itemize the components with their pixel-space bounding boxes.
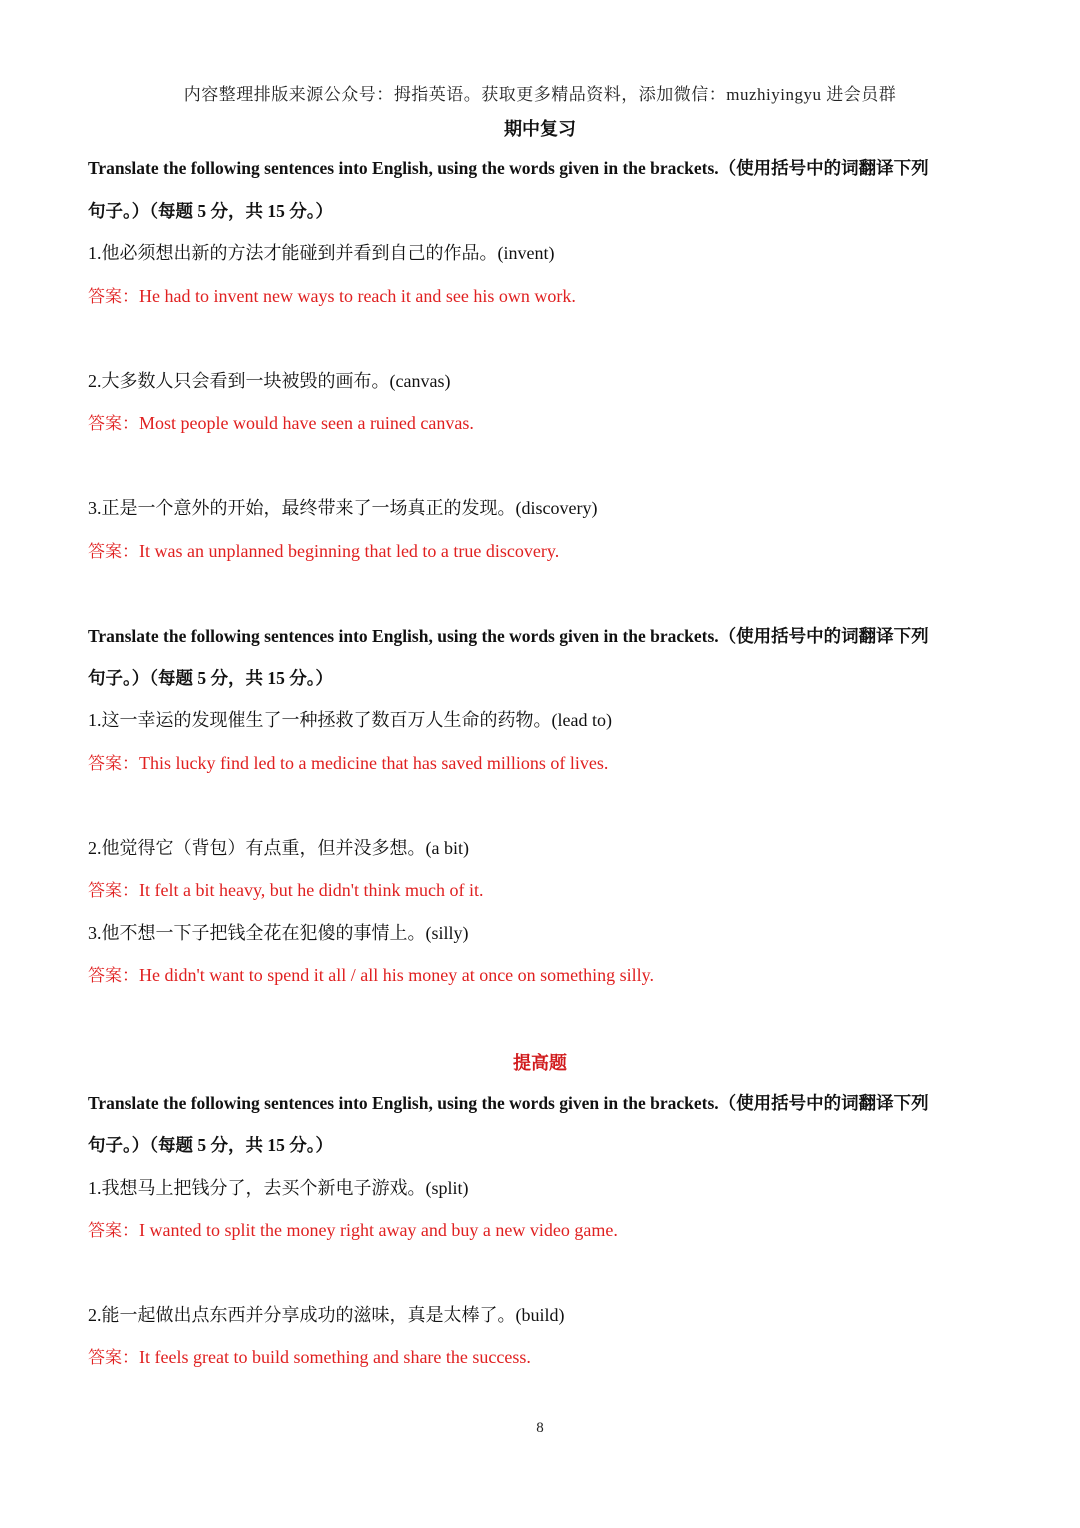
section-3-subtitle: 提高题 (513, 1053, 567, 1073)
answer-text: It was an unplanned beginning that led to a true discovery. (139, 541, 560, 561)
answer-text: This lucky find led to a medicine that has saved millions of lives. (139, 753, 609, 773)
answer-label: 答案： (88, 414, 139, 434)
answer-text: It felt a bit heavy, but he didn't think much of it. (139, 880, 484, 900)
section-2-answer-1 (88, 751, 1028, 776)
answer-label: 答案： (88, 966, 139, 986)
answer-label: 答案： (88, 1221, 139, 1241)
answer-text: He had to invent new ways to reach it and see his own work. (139, 286, 576, 306)
answer-text: I wanted to split the money right away and buy a new video game. (139, 1220, 618, 1240)
answer-text: He didn't want to spend it all / all his money at once on something silly. (139, 965, 655, 985)
section-1-instruction-line2: 句子。）（每题 5 分，共 15 分。） (88, 201, 333, 221)
section-1-answer-3 (88, 539, 1028, 564)
answer-label: 答案： (88, 287, 139, 307)
answer-text: Most people would have seen a ruined canvas. (139, 413, 474, 433)
answer-label: 答案： (88, 542, 139, 562)
section-3-answer-2 (88, 1345, 1028, 1370)
page-header: 内容整理排版来源公众号：拇指英语。获取更多精品资料，添加微信：muzhiyingyu 进会员群 (183, 85, 897, 104)
section-2-question-3: 3.他不想一下子把钱全花在犯傻的事情上。(silly) (88, 923, 469, 943)
section-3-answer-1 (88, 1218, 1028, 1243)
section-3-instruction-line1: Translate the following sentences into English, using the words given in the brackets.（使用括号中的词翻译下列 (88, 1093, 929, 1113)
section-1-instruction-line1: Translate the following sentences into English, using the words given in the brackets.（使用括号中的词翻译下列 (88, 158, 929, 178)
section-1-question-1: 1.他必须想出新的方法才能碰到并看到自己的作品。(invent) (88, 243, 555, 263)
section-2-answer-3 (88, 963, 1028, 988)
section-2-question-2: 2.他觉得它（背包）有点重，但并没多想。(a bit) (88, 838, 469, 858)
answer-text: It feels great to build something and share the success. (139, 1347, 531, 1367)
answer-label: 答案： (88, 754, 139, 774)
section-3-question-2: 2.能一起做出点东西并分享成功的滋味，真是太棒了。(build) (88, 1305, 565, 1325)
section-1-question-2: 2.大多数人只会看到一块被毁的画布。(canvas) (88, 371, 451, 391)
section-3-instruction-line2: 句子。）（每题 5 分，共 15 分。） (88, 1135, 333, 1155)
answer-label: 答案： (88, 1348, 139, 1368)
section-3-question-1: 1.我想马上把钱分了，去买个新电子游戏。(split) (88, 1178, 469, 1198)
answer-label: 答案： (88, 881, 139, 901)
section-2-instruction-line2: 句子。）（每题 5 分，共 15 分。） (88, 668, 333, 688)
section-1-answer-2 (88, 411, 1028, 436)
page-title: 期中复习 (504, 119, 576, 139)
section-2-question-1: 1.这一幸运的发现催生了一种拯救了数百万人生命的药物。(lead to) (88, 710, 612, 730)
page-number: 8 (536, 1420, 544, 1436)
section-1-answer-1 (88, 284, 1028, 309)
section-1-question-3: 3.正是一个意外的开始，最终带来了一场真正的发现。(discovery) (88, 498, 598, 518)
section-2-instruction-line1: Translate the following sentences into English, using the words given in the brackets.（使用括号中的词翻译下列 (88, 626, 929, 646)
section-2-answer-2 (88, 878, 1028, 903)
